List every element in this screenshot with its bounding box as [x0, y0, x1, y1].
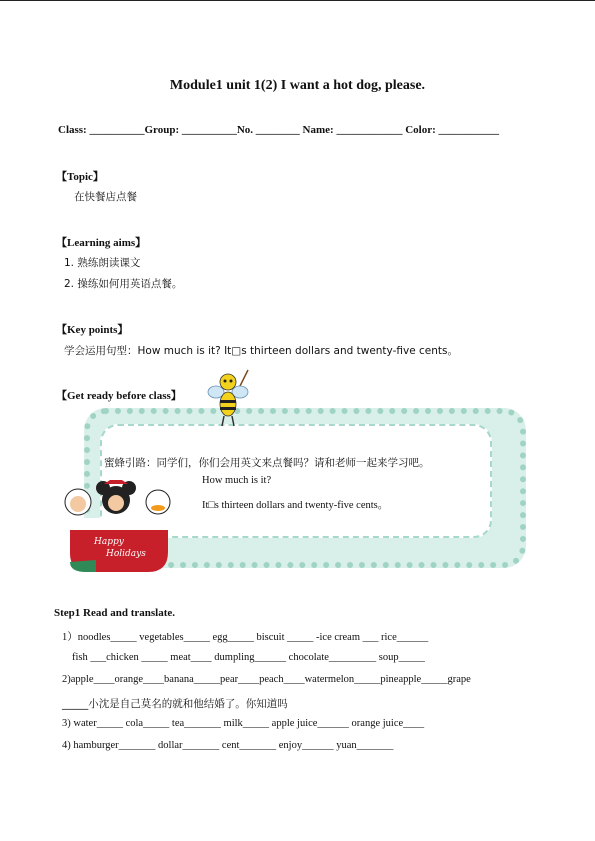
- page-title: Module1 unit 1(2) I want a hot dog, please.: [169, 78, 426, 93]
- vocab-line: 2)apple____orange____banana_____pear____peach____watermelon_____pineapple_____grape: [62, 674, 471, 685]
- bee-icon: [204, 368, 252, 428]
- holiday-stocking-image: [56, 480, 188, 576]
- get-ready-heading: 【Get ready before class】: [56, 390, 182, 402]
- vocab-line: 4) hamburger_______ dollar_______ cent_______ enjoy______ yuan_______: [62, 740, 394, 751]
- bee-guide-intro: 蜜蜂引路：同学们，你们会用英文来点餐吗？请和老师一起来学习吧。: [104, 457, 430, 469]
- aim-item: 1. 熟练朗读课文: [64, 257, 141, 269]
- student-info-line: Class: __________Group: __________No. ________ Name: ____________ Color: ___________: [58, 124, 500, 136]
- vocab-line: 1）noodles_____ vegetables_____ egg_____ biscuit _____ -ice cream ___ rice______: [62, 632, 429, 643]
- key-points-text: 学会运用句型：How much is it? It□s thirteen dollars and twenty-five cents。: [64, 345, 458, 357]
- vocab-line: _____小沈是自己莫名的就和他结婚了。你知道吗: [62, 698, 288, 710]
- learning-aims-heading: 【Learning aims】: [56, 237, 147, 249]
- stocking-text-line2: Holidays: [106, 549, 146, 559]
- key-points-heading: 【Key points】: [56, 324, 129, 336]
- topic-text: 在快餐店点餐: [74, 191, 137, 203]
- stocking-text-line1: Happy: [94, 537, 124, 547]
- vocab-line: fish ___chicken _____ meat____ dumpling______ chocolate_________ soup_____: [72, 652, 425, 663]
- page-top-border: [0, 0, 595, 1]
- answer-sentence: It□s thirteen dollars and twenty-five cents。: [202, 500, 389, 511]
- step1-heading: Step1 Read and translate.: [54, 607, 176, 619]
- aim-item: 2. 操练如何用英语点餐。: [64, 278, 183, 290]
- question-sentence: How much is it?: [202, 475, 272, 486]
- topic-heading: 【Topic】: [56, 171, 104, 183]
- vocab-line: 3) water_____ cola_____ tea_______ milk_____ apple juice______ orange juice____: [62, 718, 425, 729]
